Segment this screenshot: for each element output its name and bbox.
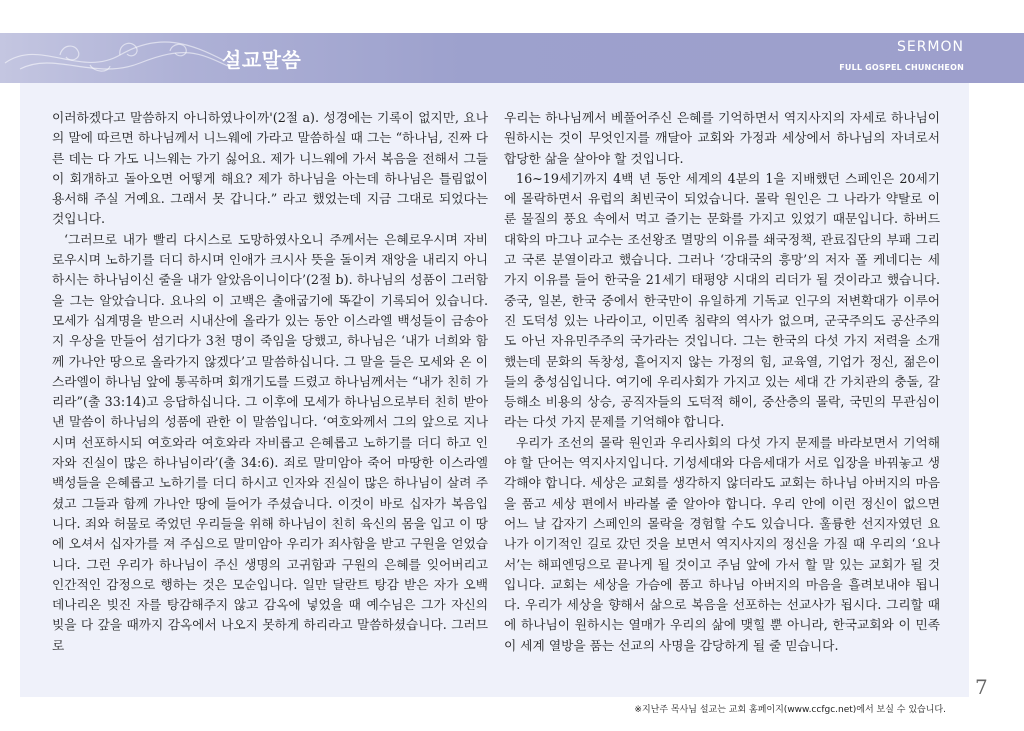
paragraph: 우리가 조선의 몰락 원인과 우리사회의 다섯 가지 문제를 바라보면서 기억해야 할 단어는 역지사지입니다. 기성세대와 다음세대가 서로 입장을 바꿔놓고 생각해야 합니다. 세상은 교회를 생각하지 않더라도 교회는 하나님 아버지의 마음을 품고 세상 편에서 바라볼 줄 알아야 합니다. 우리 안에 이런 정신이 없으면 어느 날 갑자기 스페인의 몰락을 경험할 수도 있습니다. 훌륭한 선지자였던 요나가 이기적인 길로 갔던 것을 보면서 역지사지의 정신을 가질 때 우리의 ‘요나서’는 해피엔딩으로 끝나게 될 것이고 주님 앞에 가서 할 말 있는 교회가 될 것입니다. 교회는 세상을 가슴에 품고 하나님 아버지의 마음을 흘려보내야 됩니다. 우리가 세상을 향해서 삶으로 복음을 선포하는 선교사가 됩시다. 그리할 때에 하나님이 원하시는 열매가 우리의 삶에 맺힐 뿐 아니라, 한국교회와 이 민족이 세계 열방을 품는 선교의 사명을 감당하게 될 줄 믿습니다. bbox=[504, 434, 940, 653]
footnote: ※지난주 목사님 설교는 교회 홈페이지(www.ccfgc.net)에서 보실 수 있습니다. bbox=[634, 705, 946, 715]
church-name: FULL GOSPEL CHUNCHEON bbox=[839, 63, 964, 72]
paragraph: 우리는 하나님께서 베풀어주신 은혜를 기억하면서 역지사지의 자세로 하나님이 원하시는 것이 무엇인지를 깨달아 교회와 가정과 세상에서 하나님의 자녀로서 합당한 삶을 살아야 할 것입니다. bbox=[504, 110, 940, 166]
right-column bbox=[504, 108, 940, 656]
page-number: 7 bbox=[975, 675, 988, 699]
header-banner bbox=[0, 33, 1024, 83]
paragraph: 이러하겠다고 말씀하지 아니하였나이까'(2절 a). 성경에는 기록이 없지만, 요나의 말에 따르면 하나님께서 니느웨에 가라고 말씀하실 때 그는 “하나님, 진짜 다른 데는 다 가도 니느웨는 가기 싫어요. 제가 니느웨에 가서 복음을 전해서 그들이 회개하고 돌아오면 어떻게 해요? 제가 하나님을 아는데 하나님은 틀림없이 용서해 주실 거예요. 그래서 못 갑니다.” 라고 했었는데 지금 그대로 되었다는 것입니다. bbox=[52, 110, 488, 227]
section-label: SERMON bbox=[896, 39, 964, 55]
floral-ornament-icon bbox=[0, 33, 260, 83]
paragraph: 16~19세기까지 4백 년 동안 세계의 4분의 1을 지배했던 스페인은 20세기에 몰락하면서 유럽의 최빈국이 되었습니다. 몰락 원인은 그 나라가 약탈로 이룬 물질의 풍요 속에서 먹고 즐기는 문화를 가지고 있었기 때문입니다. 하버드 대학의 마그나 교수는 조선왕조 멸망의 이유를 쇄국정책, 관료집단의 부패 그리고 국론 분열이라고 했습니다. 그러나 ‘강대국의 흥망’의 저자 폴 케네디는 세 가지 이유를 들어 한국을 21세기 태평양 시대의 리더가 될 것이라고 했습니다. 중국, 일본, 한국 중에서 한국만이 유일하게 기독교 인구의 저변확대가 이루어진 도덕성 있는 나라이고, 이민족 침략의 역사가 없으며, 군국주의도 공산주의도 아닌 자유민주주의 국가라는 것입니다. 그는 한국의 다섯 가지 저력을 소개했는데 문화의 독창성, 흩어지지 않는 가정의 힘, 교육열, 기업가 정신, 젊은이들의 충성심입니다. 여기에 우리사회가 가지고 있는 세대 간 가치관의 충돌, 갈등해소 비용의 상승, 공직자들의 도덕적 해이, 중산층의 몰락, 국민의 무관심이라는 다섯 가지 문제를 기억해야 합니다. bbox=[504, 170, 940, 430]
paragraph: ‘그러므로 내가 빨리 다시스로 도망하였사오니 주께서는 은혜로우시며 자비로우시며 노하기를 더디 하시며 인애가 크시사 뜻을 돌이켜 재앙을 내리지 아니하시는 하나님이신 줄을 내가 알았음이니이다’(2절 b). 하나님의 성품이 그러함을 그는 알았습니다. 요나의 이 고백은 출애굽기에 똑같이 기록되어 있습니다. 모세가 십계명을 받으러 시내산에 올라가 있는 동안 이스라엘 백성들이 금송아지 우상을 만들어 섬기다가 3천 명이 죽임을 당했고, 하나님은 ‘내가 너희와 함께 가나안 땅으로 올라가지 않겠다’고 말씀하십니다. 그 말을 들은 모세와 온 이스라엘이 하나님 앞에 통곡하며 회개기도를 드렸고 하나님께서는 “내가 친히 가리라”(출 33:14)고 응답하십니다. 그 이후에 모세가 하나님으로부터 친히 받아낸 말씀이 하나님의 성품에 관한 이 말씀입니다. ‘여호와께서 그의 앞으로 지나시며 선포하시되 여호와라 여호와라 자비롭고 은혜롭고 노하기를 더디 하고 인자와 진실이 많은 하나님이라’(출 34:6). 죄로 말미암아 죽어 마땅한 이스라엘 백성들을 은혜롭고 노하기를 더디 하시고 인자와 진실이 많은 하나님이 살려 주셨고 그들과 함께 가나안 땅에 들어가 주셨습니다. 이것이 바로 십자가 복음입니다. 죄와 허물로 죽었던 우리들을 위해 하나님이 친히 육신의 몸을 입고 이 땅에 오셔서 십자가를 져 주심으로 말미암아 우리가 죄사함을 받고 구원을 얻었습니다. 그런 우리가 하나님이 주신 생명의 고귀함과 구원의 은혜를 잊어버리고 인간적인 감정으로 행하는 것은 모순입니다. 일만 달란트 탕감 받은 자가 오백 데나리온 빚진 자를 탕감해주지 않고 감옥에 넣었을 때 예수님은 그가 자신의 빚을 다 갚을 때까지 감옥에서 나오지 못하게 하리라고 말씀하셨습니다. 그러므로 bbox=[52, 231, 488, 653]
page-title: 설교말씀 bbox=[222, 48, 302, 72]
left-column bbox=[52, 108, 488, 656]
